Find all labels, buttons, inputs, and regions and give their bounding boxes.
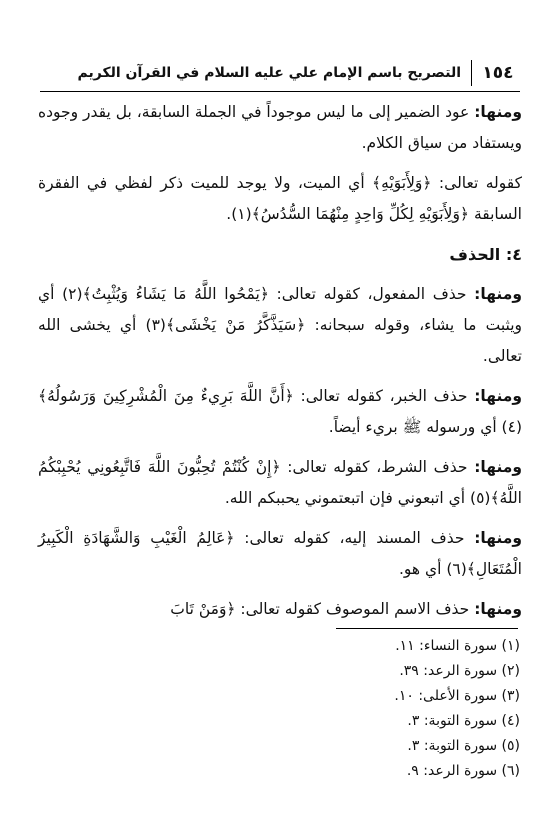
paragraph-lead: ومنها: bbox=[474, 529, 522, 547]
paragraph-lead: ومنها: bbox=[474, 600, 522, 618]
paragraph-lead: ومنها: bbox=[474, 387, 522, 405]
footnote: (١) سورة النساء: ١١. bbox=[395, 638, 520, 654]
footnote: (٥) سورة التوبة: ٣. bbox=[407, 738, 520, 754]
running-title: التصريح باسم الإمام علي عليه السلام في القرآن الكريم bbox=[77, 65, 461, 81]
paragraph-lead: ومنها: bbox=[474, 285, 522, 303]
footnote: (٦) سورة الرعد: ٩. bbox=[406, 763, 520, 779]
paragraph-text: حذف الخبر، كقوله تعالى: ﴿أَنَّ اللَّهَ بَرِيءٌ مِنَ الْمُشْرِكِينَ وَرَسُولُهُ﴾(٤) أي ورسوله ﷺ بريء أيضاً. bbox=[38, 387, 522, 436]
paragraph bbox=[38, 381, 522, 443]
paragraph bbox=[38, 523, 522, 585]
paragraph bbox=[38, 168, 522, 230]
page-number: ١٥٤ bbox=[482, 63, 514, 83]
footnote-separator bbox=[336, 628, 518, 629]
paragraph-lead: ومنها: bbox=[474, 103, 522, 121]
paragraph bbox=[38, 279, 522, 372]
header-divider bbox=[471, 60, 472, 86]
section-heading: ٤: الحذف bbox=[449, 245, 522, 264]
paragraph bbox=[38, 452, 522, 514]
paragraph-text: حذف الاسم الموصوف كقوله تعالى: ﴿وَمَنْ تَابَ bbox=[170, 600, 470, 618]
paragraph-text: كقوله تعالى: ﴿وَلِأَبَوَيْهِ﴾ أي الميت، ولا يوجد للميت ذكر لفظي في الفقرة السابقة ﴿وَلِأَبَوَيْهِ لِكُلِّ وَاحِدٍ مِنْهُمَا السُّدُسُ﴾(١). bbox=[38, 174, 522, 223]
footnote: (٤) سورة التوبة: ٣. bbox=[407, 713, 520, 729]
paragraph-text: حذف الشرط، كقوله تعالى: ﴿إِنْ كُنْتُمْ تُحِبُّونَ اللَّهَ فَاتَّبِعُونِي يُحْبِبْكُمُ اللَّهُ﴾(٥) أي اتبعوني فإن اتبعتموني يحببكم الله. bbox=[38, 458, 522, 507]
footnote: (٣) سورة الأعلى: ١٠. bbox=[394, 688, 520, 704]
paragraph-text: عود الضمير إلى ما ليس موجوداً في الجملة السابقة، بل يقدر وجوده ويستفاد من سياق الكلام. bbox=[38, 103, 522, 152]
footnote: (٢) سورة الرعد: ٣٩. bbox=[399, 663, 520, 679]
page-header bbox=[40, 58, 518, 88]
paragraph bbox=[38, 97, 522, 159]
paragraph-lead: ومنها: bbox=[474, 458, 522, 476]
paragraph bbox=[38, 594, 522, 625]
paragraph-text: حذف المسند إليه، كقوله تعالى: ﴿عَالِمُ الْغَيْبِ وَالشَّهَادَةِ الْكَبِيرُ الْمُتَعَالِ﴾(٦) أي هو. bbox=[38, 529, 522, 578]
footnotes bbox=[320, 634, 520, 784]
header-rule bbox=[40, 91, 520, 92]
paragraph-text: حذف المفعول، كقوله تعالى: ﴿يَمْحُوا اللَّهُ مَا يَشَاءُ وَيُثْبِتُ﴾(٢) أي ويثبت ما يشاء، وقوله سبحانه: ﴿سَيَذَّكَّرُ مَنْ يَخْشَى﴾(٣) أي يخشى الله تعالى. bbox=[38, 285, 522, 365]
main-text bbox=[38, 97, 522, 634]
